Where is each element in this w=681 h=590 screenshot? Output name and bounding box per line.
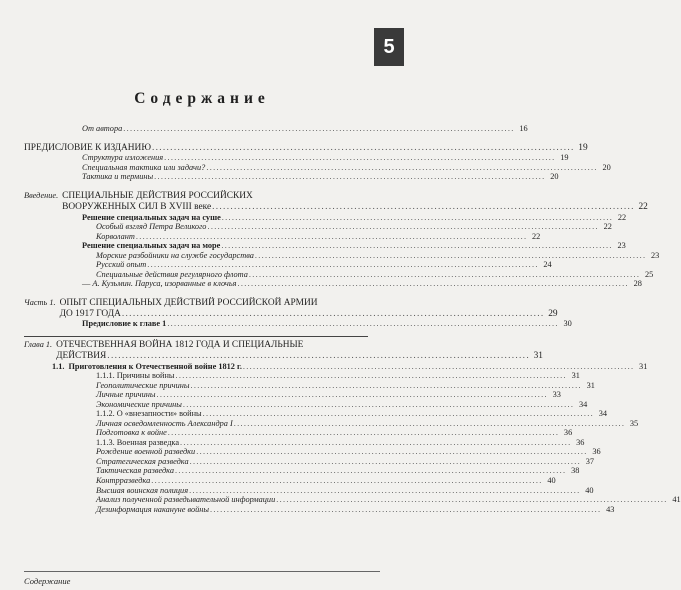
- toc-entry-chapter1[interactable]: Глава 1. ОТЕЧЕСТВЕННАЯ ВОЙНА 1812 ГОДА И СПЕЦИАЛЬНЫЕ ДЕЙСТВИЯ .................................................................................................................... 31: [24, 339, 543, 361]
- table-of-contents: [24, 124, 681, 514]
- toc-entry[interactable]: Рождение военной разведки .................................................................................................................... 36: [96, 447, 601, 457]
- toc-entry[interactable]: Предисловие к главе 1 .................................................................................................................... 30: [82, 319, 572, 329]
- toc-entry[interactable]: Русский опыт .................................................................................................................... 24: [96, 260, 552, 270]
- toc-entry-intro[interactable]: Введение. СПЕЦИАЛЬНЫЕ ДЕЙСТВИЯ РОССИЙСКИХ ВООРУЖЕННЫХ СИЛ В XVIII веке .................................................................................................................... 22: [24, 190, 648, 212]
- running-footer: Содержание: [24, 576, 71, 586]
- toc-entry[interactable]: Дезинформация накануне войны .................................................................................................................... 43: [96, 504, 615, 514]
- toc-entry[interactable]: Специальная тактика или задачи? .................................................................................................................... 20: [82, 162, 611, 172]
- toc-entry[interactable]: Личная осведомленность Александра I .................................................................................................................... 35: [96, 418, 639, 428]
- toc-entry[interactable]: 1.1.1. Причины войны .................................................................................................................... 31: [96, 371, 580, 381]
- page-number-tab: 5: [374, 28, 404, 66]
- toc-entry[interactable]: Тактика и термины .................................................................................................................... 20: [82, 172, 559, 182]
- toc-entry[interactable]: Личные причины .................................................................................................................... 33: [96, 390, 561, 400]
- footer-divider: [24, 571, 380, 572]
- toc-entry-part1[interactable]: Часть 1. ОПЫТ СПЕЦИАЛЬНЫХ ДЕЙСТВИЙ РОССИЙСКОЙ АРМИИ ДО 1917 ГОДА .................................................................................................................... 29: [24, 297, 558, 319]
- intro-label: Введение.: [24, 190, 59, 200]
- toc-entry[interactable]: Структура изложения .................................................................................................................... 19: [82, 153, 569, 163]
- toc-entry-section-1-1[interactable]: 1.1. Приготовления к Отечественной войне 1812 г. .................................................................................................................... 31: [52, 361, 648, 371]
- toc-entry[interactable]: Тактическая разведка .................................................................................................................... 38: [96, 466, 580, 476]
- toc-entry[interactable]: Стратегическая разведка .................................................................................................................... 37: [96, 456, 595, 466]
- part1-label: Часть 1.: [24, 297, 56, 307]
- toc-entry[interactable]: 1.1.2. О «внезапности» войны .................................................................................................................... 34: [96, 409, 608, 419]
- toc-entry[interactable]: От автора .................................................................................................................... 16: [82, 124, 528, 133]
- toc-entry[interactable]: Анализ полученной разведывательной информации .................................................................................................................... 41: [96, 495, 681, 505]
- toc-entry[interactable]: Специальные действия регулярного флота .................................................................................................................... 25: [96, 269, 654, 279]
- toc-entry[interactable]: Высшая воинская полиция .................................................................................................................... 40: [96, 485, 594, 495]
- toc-entry[interactable]: Геополитические причины .................................................................................................................... 31: [96, 380, 595, 390]
- chapter1-label: Глава 1.: [24, 339, 53, 349]
- toc-entry[interactable]: Морские разбойники на службе государства .................................................................................................................... 23: [96, 250, 660, 260]
- toc-entry[interactable]: Решение специальных задач на суше .................................................................................................................... 22: [82, 212, 627, 222]
- toc-entry[interactable]: Контрразведка .................................................................................................................... 40: [96, 475, 556, 485]
- toc-entry[interactable]: Экономические причины .................................................................................................................... 34: [96, 399, 588, 409]
- toc-entry[interactable]: Корволант .................................................................................................................... 22: [96, 231, 541, 241]
- toc-entry[interactable]: Решение специальных задач на море .................................................................................................................... 23: [82, 241, 626, 251]
- toc-entry[interactable]: Особый взгляд Петра Великого .................................................................................................................... 22: [96, 222, 612, 232]
- toc-entry[interactable]: 1.1.3. Военная разведка .................................................................................................................... 36: [96, 437, 585, 447]
- page-title: Содержание: [134, 90, 270, 107]
- toc-entry[interactable]: Подготовка к войне .................................................................................................................... 36: [96, 428, 573, 438]
- toc-entry[interactable]: ПРЕДИСЛОВИЕ К ИЗДАНИЮ .................................................................................................................... 19: [24, 142, 588, 153]
- toc-entry[interactable]: — А. Кузьмин. Паруса, изорванные в клочья .................................................................................................................... 28: [82, 279, 642, 289]
